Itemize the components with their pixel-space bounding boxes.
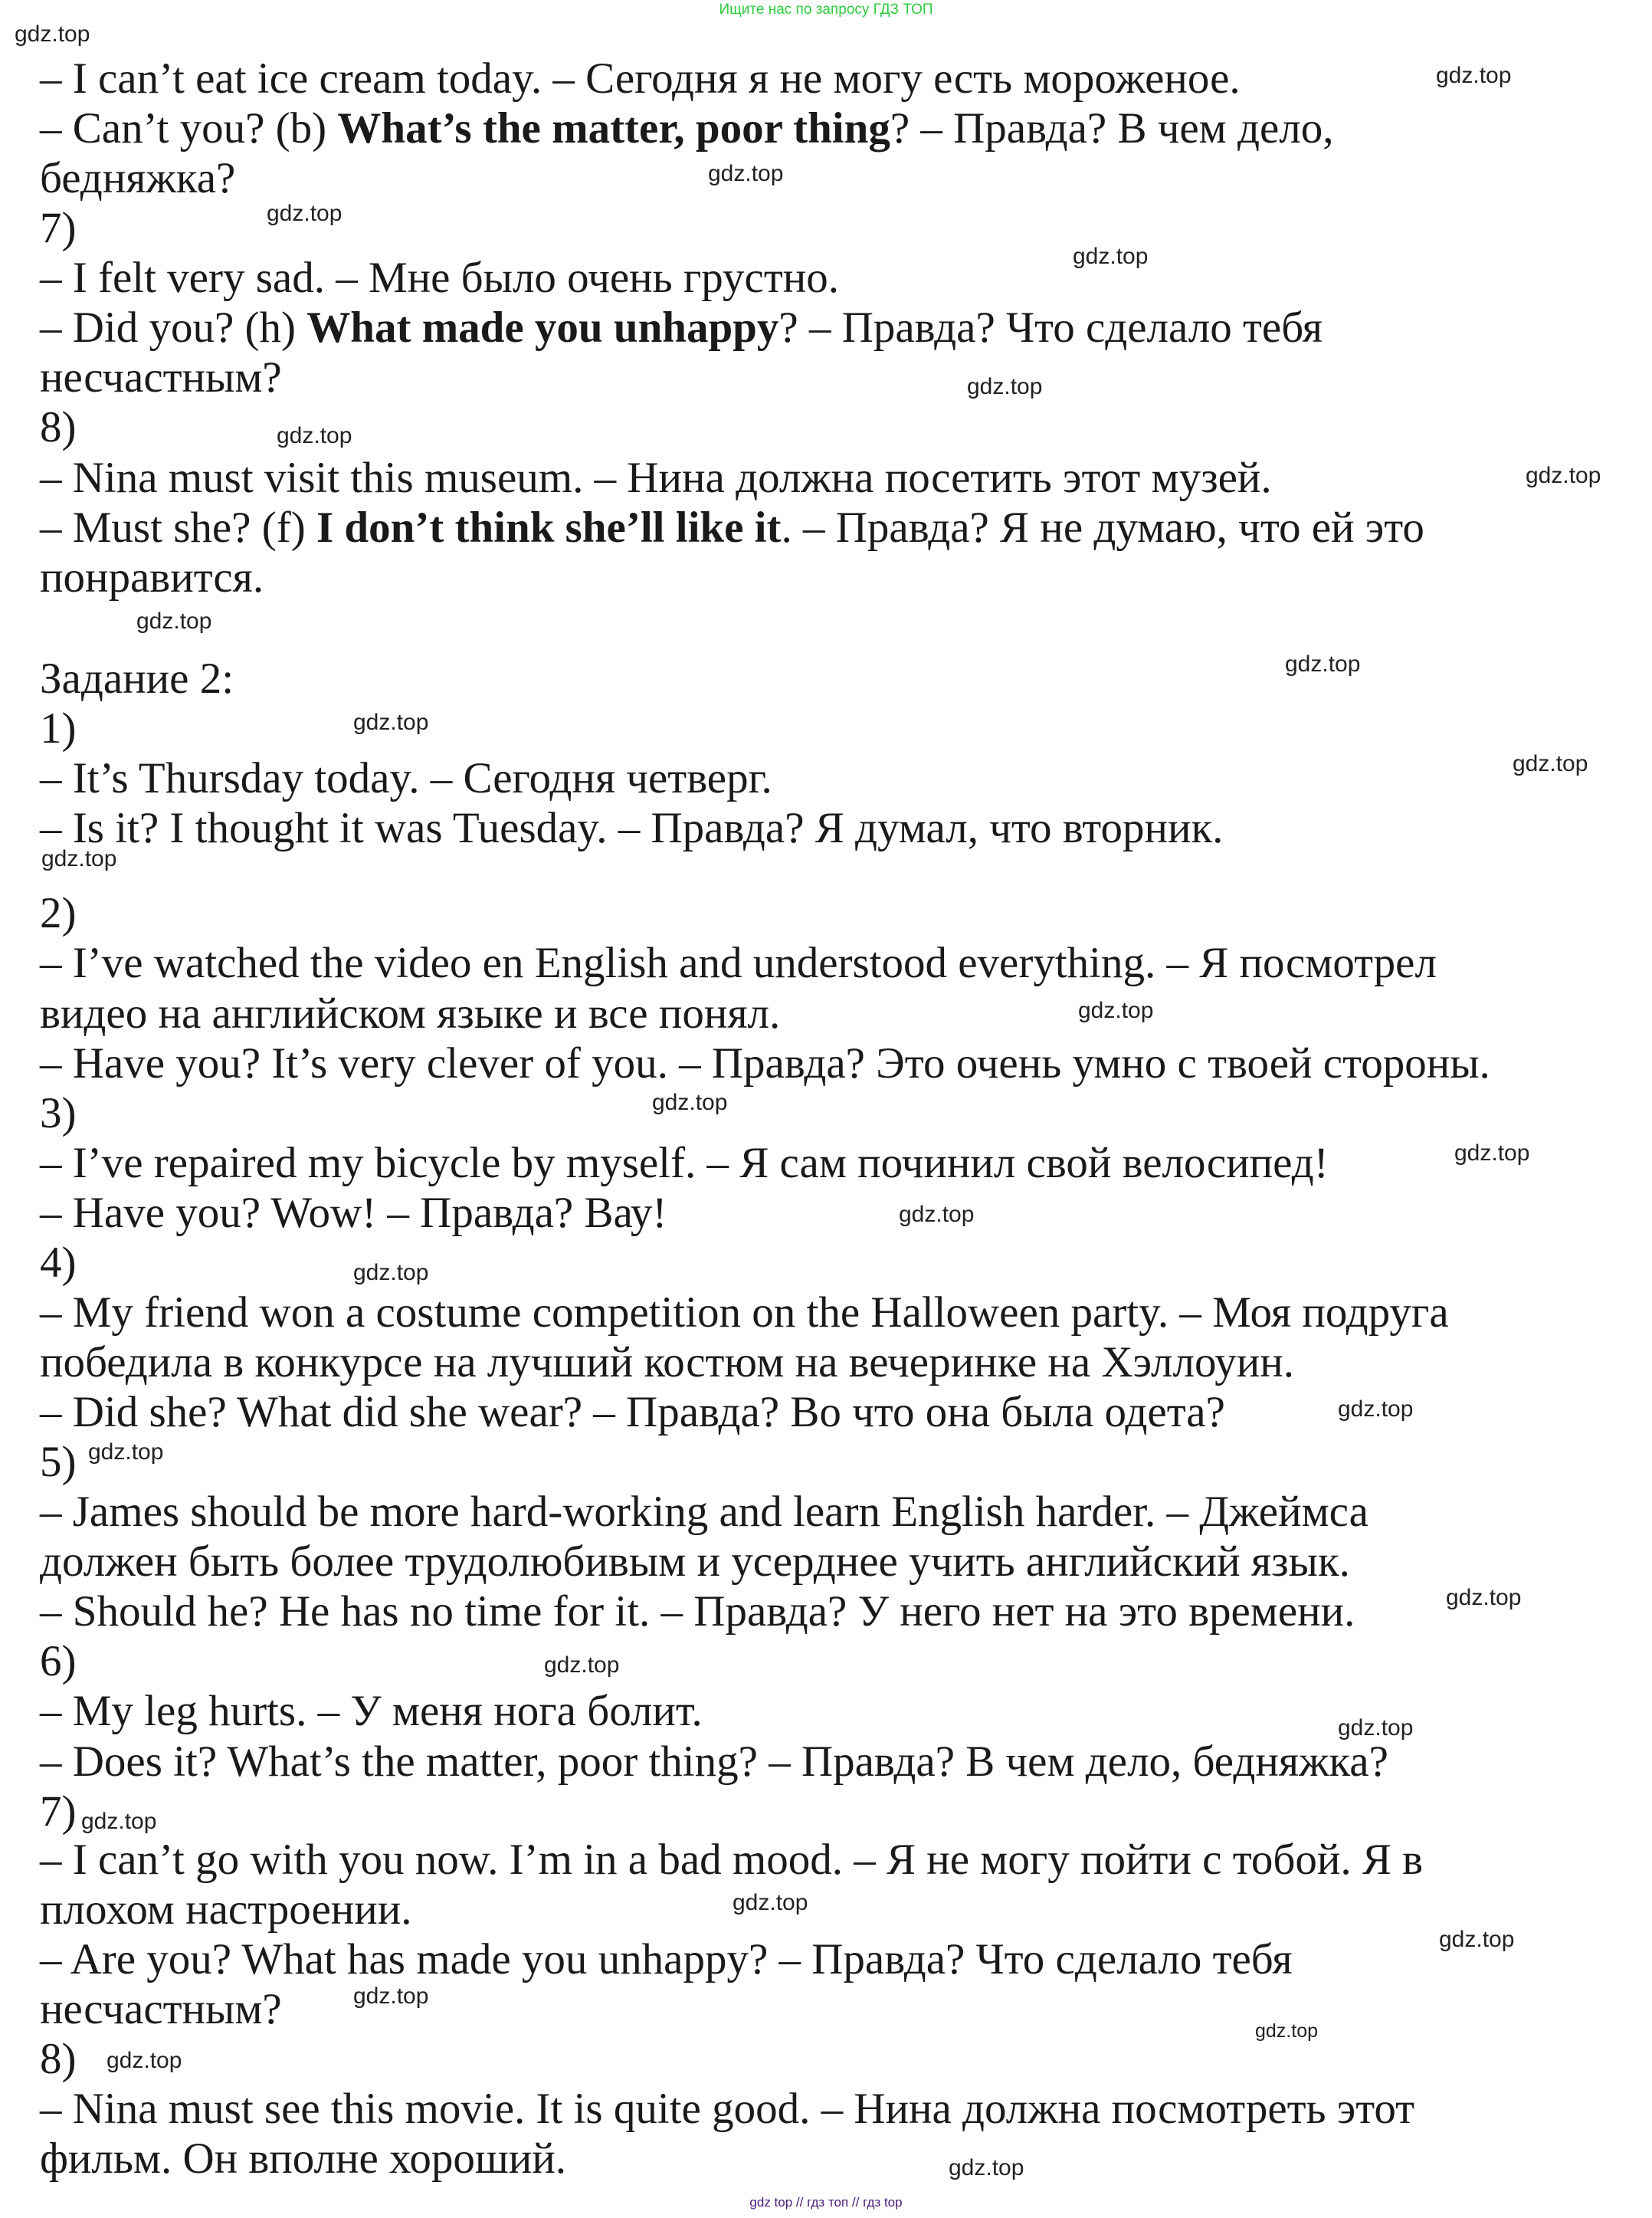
text: – Are you? What has made you unhappy? – Правда? Что сделало тебя — [40, 1935, 1293, 1983]
text-line — [40, 1686, 703, 1737]
watermark: gdz.top — [652, 1090, 728, 1115]
text: – I can’t go with you now. I’m in a bad mood. – Я не могу пойти с тобой. Я в — [40, 1836, 1424, 1884]
watermark: gdz.top — [1439, 1927, 1515, 1952]
text: – Nina must see this movie. It is quite good. – Нина должна посмотреть этот — [40, 2085, 1415, 2133]
text-line — [40, 253, 839, 303]
text: фильм. Он вполне хороший. — [40, 2134, 567, 2183]
watermark: gdz.top — [267, 201, 343, 226]
watermark: gdz.top — [1446, 1585, 1522, 1610]
watermark: gdz.top — [899, 1202, 975, 1227]
text: понравится. — [40, 553, 264, 602]
text-line — [40, 1934, 1293, 1985]
watermark: gdz.top — [1436, 63, 1512, 88]
item-number — [40, 1636, 76, 1687]
text: видео на английском языке и все понял. — [40, 989, 781, 1038]
text: Задание 2: — [40, 655, 234, 703]
watermark: gdz.top — [353, 1983, 429, 2009]
text-line — [40, 1038, 1490, 1089]
watermark: gdz.top — [1526, 463, 1601, 488]
item-number — [40, 1437, 76, 1488]
text-line — [40, 353, 282, 403]
watermark: gdz.top — [1078, 998, 1154, 1023]
text-line — [40, 503, 1424, 553]
item-number — [40, 704, 76, 754]
text: . – Правда? Я не думаю, что ей это — [781, 504, 1424, 552]
text-line — [40, 54, 1241, 104]
watermark: gdz.top — [353, 710, 429, 735]
watermark: gdz.top — [1513, 751, 1588, 776]
item-number — [40, 402, 76, 453]
text: 6) — [40, 1637, 77, 1685]
section-heading — [40, 654, 234, 704]
item-number — [40, 2034, 76, 2085]
text: 8) — [40, 2035, 77, 2083]
text-line — [40, 1138, 1329, 1189]
text-line — [40, 1984, 282, 2035]
text: – Have you? It’s very clever of you. – Правда? Это очень умно с твоей стороны. — [40, 1039, 1490, 1088]
text: ? – Правда? В чем дело, — [890, 104, 1334, 153]
text: – My friend won a costume competition on the Halloween party. – Моя подруга — [40, 1288, 1449, 1337]
watermark: gdz.top — [1285, 651, 1361, 677]
text: – My leg hurts. – У меня нога болит. — [40, 1687, 703, 1735]
text: плохом настроении. — [40, 1885, 412, 1934]
watermark: gdz.top — [88, 1439, 164, 1465]
text: – Nina must visit this museum. – Нина должна посетить этот музей. — [40, 454, 1272, 502]
footer-links[interactable]: gdz top // гдз топ // гдз top — [749, 2195, 903, 2210]
text: должен быть более трудолюбивым и усерднее учить английский язык. — [40, 1537, 1350, 1586]
text: 8) — [40, 403, 77, 451]
text: – Did she? What did she wear? – Правда? Во что она была одета? — [40, 1388, 1225, 1436]
watermark: gdz.top — [1338, 1396, 1414, 1422]
text-line — [40, 1288, 1449, 1338]
text: – It’s Thursday today. – Сегодня четверг. — [40, 754, 772, 802]
text-line — [40, 1537, 1350, 1587]
text-line — [40, 553, 264, 603]
item-number — [40, 1238, 76, 1288]
text: несчастным? — [40, 1985, 282, 2033]
text: 7) — [40, 1787, 77, 1836]
watermark: gdz.top — [277, 423, 352, 448]
text-line — [40, 1885, 412, 1935]
top-banner[interactable]: Ищите нас по запросу ГДЗ ТОП — [719, 2, 933, 18]
bold-answer: I don’t think she’ll like it — [316, 504, 782, 552]
text: 2) — [40, 889, 77, 937]
item-number — [40, 203, 76, 254]
text: – Did you? (h) — [40, 303, 307, 352]
item-number — [40, 1787, 76, 1837]
text: – Can’t you? (b) — [40, 104, 338, 153]
text-line — [40, 2134, 566, 2184]
item-number — [40, 1088, 76, 1139]
text-line — [40, 1835, 1423, 1885]
text-line — [40, 1487, 1368, 1537]
text-line — [40, 989, 780, 1039]
text: 7) — [40, 204, 77, 252]
watermark: gdz.top — [107, 2048, 182, 2073]
watermark: gdz.top — [81, 1809, 157, 1834]
watermark: gdz.top — [1255, 2020, 1319, 2042]
text: – I can’t eat ice cream today. – Сегодня я не могу есть мороженое. — [40, 54, 1241, 103]
text: 5) — [40, 1438, 77, 1486]
text: 4) — [40, 1239, 77, 1287]
text-line — [40, 453, 1272, 504]
text: ? – Правда? Что сделало тебя — [778, 303, 1323, 352]
text: – I’ve repaired my bicycle by myself. – Я сам починил свой велосипед! — [40, 1139, 1329, 1187]
text: – Should he? He has no time for it. – Правда? У него нет на это времени. — [40, 1587, 1355, 1636]
watermark: gdz.top — [949, 2155, 1024, 2180]
watermark: gdz.top — [136, 609, 212, 634]
text-line — [40, 1586, 1355, 1637]
watermark: gdz.top — [1338, 1715, 1414, 1741]
watermark: gdz.top — [967, 374, 1043, 399]
text: несчастным? — [40, 353, 282, 402]
text-line — [40, 303, 1323, 353]
text: – I felt very sad. – Мне было очень грустно. — [40, 254, 840, 302]
text-line — [40, 1337, 1294, 1388]
text-line — [40, 153, 235, 204]
text: – Is it? I thought it was Tuesday. – Правда? Я думал, что вторник. — [40, 804, 1224, 852]
text: бедняжка? — [40, 154, 236, 202]
item-number — [40, 888, 76, 939]
watermark: gdz.top — [41, 846, 117, 871]
text: победила в конкурсе на лучший костюм на вечеринке на Хэллоуин. — [40, 1338, 1295, 1386]
text: – Have you? Wow! – Правда? Вау! — [40, 1189, 667, 1237]
watermark: gdz.top — [15, 21, 90, 47]
text-line — [40, 1387, 1225, 1438]
text: – I’ve watched the video en English and understood everything. – Я посмотрел — [40, 939, 1437, 987]
watermark: gdz.top — [544, 1652, 620, 1678]
text: – Does it? What’s the matter, poor thing? – Правда? В чем дело, бедняжка? — [40, 1737, 1388, 1786]
text-line — [40, 1737, 1388, 1787]
text-line — [40, 803, 1223, 854]
text-line — [40, 938, 1437, 989]
watermark: gdz.top — [353, 1260, 429, 1285]
watermark: gdz.top — [1073, 244, 1149, 269]
text-line — [40, 1188, 667, 1239]
text: – Must she? (f) — [40, 504, 316, 552]
watermark: gdz.top — [708, 161, 784, 186]
watermark: gdz.top — [733, 1890, 808, 1915]
bold-answer: What’s the matter, poor thing — [337, 104, 890, 153]
text-line — [40, 103, 1334, 154]
text-line — [40, 2084, 1414, 2134]
text-line — [40, 753, 772, 804]
text: – James should be more hard-working and learn English harder. – Джеймса — [40, 1488, 1368, 1536]
watermark: gdz.top — [1454, 1140, 1530, 1166]
text: 3) — [40, 1089, 77, 1137]
bold-answer: What made you unhappy — [306, 303, 779, 352]
text: 1) — [40, 704, 77, 753]
